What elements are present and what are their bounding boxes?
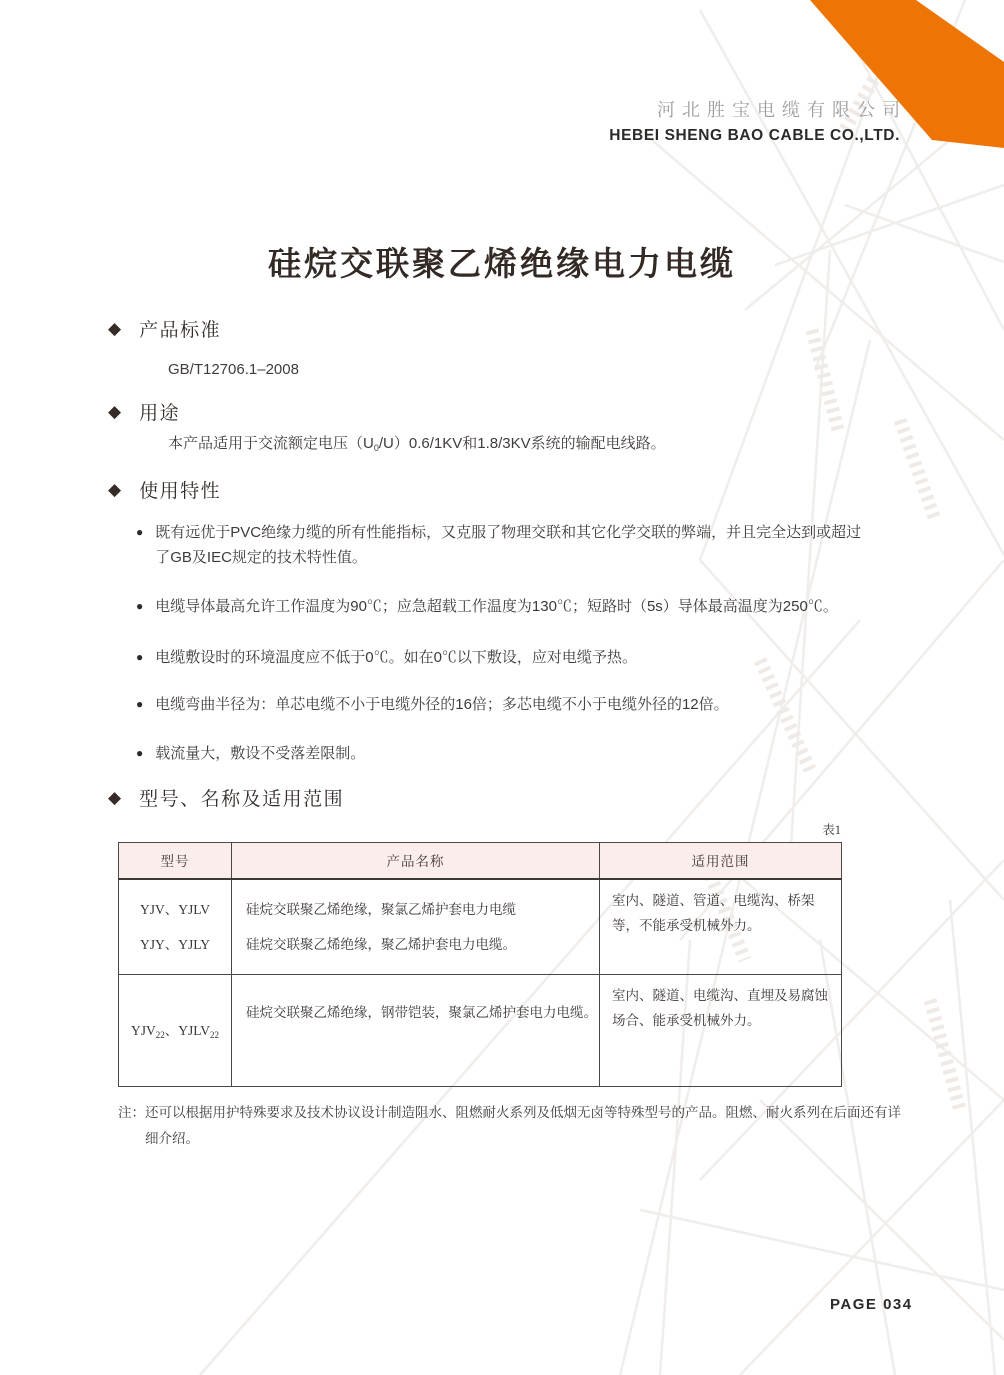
section-label: 型号、名称及适用范围 <box>139 789 345 810</box>
section-heading-usage <box>108 398 180 425</box>
standard-value: GB/T12706.1–2008 <box>168 361 299 378</box>
section-heading-standard <box>108 315 221 342</box>
diamond-icon: ◆ <box>108 319 122 338</box>
company-name-cn: 河北胜宝电缆有限公司 <box>657 100 907 120</box>
models-table <box>118 842 842 1087</box>
page-number: PAGE 034 <box>830 1296 913 1313</box>
model-cell: $YJV_{22}$、$YJLV_{22}$ <box>119 975 232 1087</box>
bullet-icon: ● <box>136 746 144 760</box>
feature-text: 电缆敷设时的环境温度应不低于0℃。如在0℃以下敷设，应对电缆予热。 <box>155 649 637 666</box>
page-title: 硅烷交联聚乙烯绝缘电力电缆 <box>268 245 736 282</box>
col-header-scope: 适用范围 <box>600 843 842 879</box>
company-name-en: HEBEI SHENG BAO CABLE CO.,LTD. <box>609 127 900 144</box>
diamond-icon: ◆ <box>108 480 122 499</box>
bullet-icon: ● <box>136 697 144 711</box>
feature-text: 电缆导体最高允许工作温度为90℃；应急超载工作温度为130℃；短路时（5s）导体最高温度为250℃。 <box>155 598 838 615</box>
page-header <box>609 96 907 145</box>
table-row <box>119 975 842 1087</box>
section-label: 使用特性 <box>139 481 222 502</box>
list-item <box>136 520 874 570</box>
section-label: 用途 <box>139 403 181 424</box>
table-header-row <box>119 843 842 879</box>
list-item <box>136 741 874 766</box>
list-item <box>136 692 874 717</box>
bullet-icon: ● <box>136 599 144 613</box>
footnote-label: 注： <box>118 1105 145 1120</box>
section-label: 产品标准 <box>139 320 222 341</box>
footnote-text: 还可以根据用护特殊要求及技术协议设计制造阻水、阻燃耐火系列及低烟无卤等特殊型号的产品。阻燃、耐火系列在后面还有详细介绍。 <box>145 1105 901 1146</box>
diamond-icon: ◆ <box>108 788 122 807</box>
model-cell: YJV、YJLV YJY、YJLY <box>119 879 232 975</box>
scope-cell: 室内、隧道、电缆沟、直埋及易腐蚀场合、能承受机械外力。 <box>600 975 842 1087</box>
list-item <box>136 645 874 670</box>
features-list <box>136 520 874 790</box>
usage-text: 本产品适用于交流额定电压$(U_0/U)0.6/1KV$和1.8/3KV系统的输配电线路。 <box>168 435 666 453</box>
list-item <box>136 594 874 619</box>
name-cell: 硅烷交联聚乙烯绝缘，钢带铠装，聚氯乙烯护套电力电缆。 <box>232 975 600 1087</box>
footnote <box>118 1100 904 1152</box>
diamond-icon: ◆ <box>108 402 122 421</box>
feature-text: 既有远优于PVC绝缘力缆的所有性能指标，又克服了物理交联和其它化学交联的弊端，并且完全达到或超过了GB及IEC规定的技术特性值。 <box>155 524 862 566</box>
section-heading-features <box>108 476 221 503</box>
feature-text: 载流量大，敷设不受落差限制。 <box>155 745 366 762</box>
name-cell: 硅烷交联聚乙烯绝缘，聚氯乙烯护套电力电缆 硅烷交联聚乙烯绝缘，聚乙烯护套电力电缆。 <box>232 879 600 975</box>
col-header-name: 产品名称 <box>232 843 600 879</box>
bullet-icon: ● <box>136 650 144 664</box>
table-caption: 表1 <box>822 823 841 837</box>
feature-text: 电缆弯曲半径为：单芯电缆不小于电缆外径的16倍；多芯电缆不小于电缆外径的12倍。 <box>155 696 729 713</box>
section-heading-models <box>108 784 344 811</box>
col-header-model: 型号 <box>119 843 232 879</box>
scope-cell: 室内、隧道、管道、电缆沟、桥架等，不能承受机械外力。 <box>600 879 842 975</box>
bullet-icon: ● <box>136 525 144 539</box>
table-row <box>119 879 842 975</box>
